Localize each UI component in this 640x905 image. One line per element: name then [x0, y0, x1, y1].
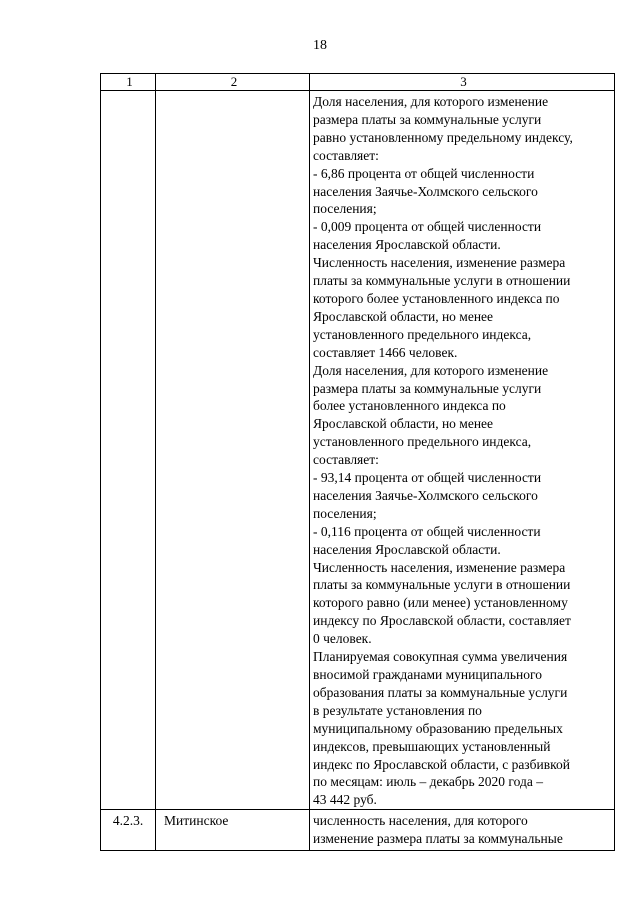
column-header-2: 2	[156, 74, 310, 91]
description-line: образования платы за коммунальные услуги	[313, 684, 568, 700]
row-number-cell: 4.2.3.	[101, 810, 156, 851]
table-row-continued	[101, 91, 615, 810]
row-municipality-cell	[156, 91, 310, 810]
description-line: размера платы за коммунальные услуги	[313, 111, 542, 127]
description-line: составляет:	[313, 452, 379, 468]
description-line: Доля населения, для которого изменение	[313, 362, 549, 378]
description-line: 43 442 руб.	[313, 792, 377, 808]
description-line: поселения;	[313, 505, 377, 521]
description-line: платы за коммунальные услуги в отношении	[313, 273, 571, 289]
table-row-4-2-3	[101, 810, 615, 851]
page-number: 18	[313, 38, 327, 53]
description-line: изменение размера платы за коммунальные	[313, 831, 563, 847]
table-header-row	[101, 74, 615, 91]
description-line: муниципальному образованию предельных	[313, 720, 563, 736]
description-line: поселения;	[313, 201, 377, 217]
description-line: численность населения, для которого	[313, 813, 528, 829]
description-line: Ярославской области, но менее	[313, 308, 494, 324]
description-line: которого равно (или менее) установленному	[313, 595, 568, 611]
description-line: размера платы за коммунальные услуги	[313, 380, 542, 396]
description-line: Численность населения, изменение размера	[313, 255, 566, 271]
description-line: Ярославской области, но менее	[313, 416, 494, 432]
description-line: индексов, превышающих установленный	[313, 738, 551, 754]
description-line: по месяцам: июль – декабрь 2020 года –	[313, 774, 543, 790]
description-line: составляет 1466 человек.	[313, 344, 458, 360]
description-line: более установленного индекса по	[313, 398, 506, 414]
description-line: - 6,86 процента от общей численности	[313, 165, 535, 181]
description-line: - 93,14 процента от общей численности	[313, 470, 542, 486]
municipal-index-table	[100, 73, 615, 851]
row-municipality-cell: Митинское	[156, 810, 310, 851]
description-line: Планируемая совокупная сумма увеличения	[313, 649, 568, 665]
description-line: индекс по Ярославской области, с разбивкой	[313, 756, 570, 772]
row-description-cell	[310, 810, 615, 851]
description-line: населения Ярославской области.	[313, 237, 501, 253]
description-line: которого более установленного индекса по	[313, 290, 560, 306]
description-line: Доля населения, для которого изменение	[313, 94, 549, 109]
row-description-cell	[310, 91, 615, 810]
description-line: составляет:	[313, 147, 379, 163]
description-line: населения Заячье-Холмского сельского	[313, 487, 538, 503]
description-line: вносимой гражданами муниципального	[313, 667, 542, 682]
column-header-3: 3	[310, 74, 615, 91]
row-number-cell	[101, 91, 156, 810]
column-header-1: 1	[101, 74, 156, 91]
description-line: в результате установления по	[313, 702, 482, 718]
description-line: 0 человек.	[313, 631, 372, 647]
description-line: Численность населения, изменение размера	[313, 559, 566, 575]
description-line: населения Ярославской области.	[313, 541, 501, 557]
description-line: установленного предельного индекса,	[313, 326, 532, 342]
description-line: населения Заячье-Холмского сельского	[313, 183, 538, 199]
description-line: - 0,009 процента от общей численности	[313, 219, 542, 235]
description-line: платы за коммунальные услуги в отношении	[313, 577, 571, 593]
description-line: равно установленному предельному индексу,	[313, 129, 573, 145]
description-line: индексу по Ярославской области, составляет	[313, 613, 571, 629]
description-line: - 0,116 процента от общей численности	[313, 523, 541, 539]
description-line: установленного предельного индекса,	[313, 434, 532, 450]
